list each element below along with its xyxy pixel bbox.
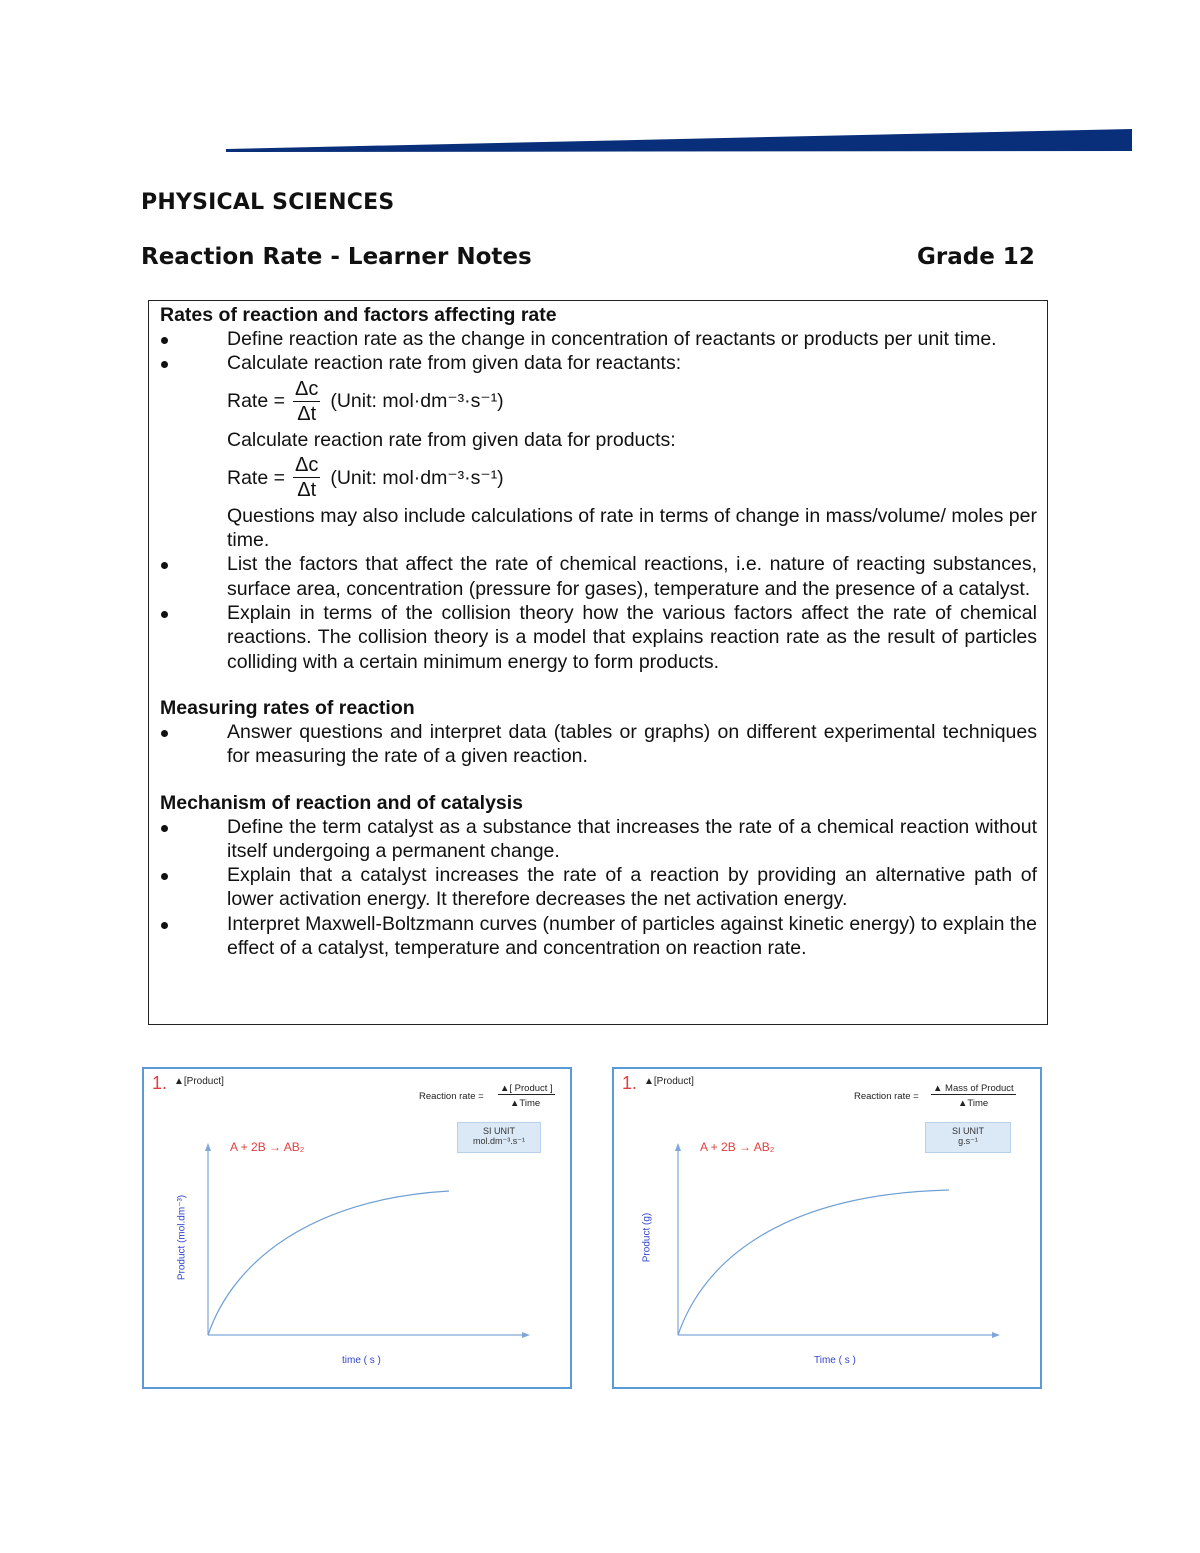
x-axis-label: Time ( s ) [814, 1355, 856, 1366]
document-title: Reaction Rate - Learner Notes [141, 244, 532, 270]
list-item: Define reaction rate as the change in concentration of reactants or products per unit time. [227, 328, 997, 350]
reaction-equation: A + 2B → AB₂ [230, 1140, 305, 1154]
rate-label: Reaction rate = [854, 1091, 919, 1102]
graph-concentration [142, 1067, 572, 1389]
subject-heading: PHYSICAL SCIENCES [141, 190, 395, 215]
graph-axis-title: ▲[Product] [644, 1076, 694, 1087]
y-axis-label: Product (mol.dm⁻³) [176, 1194, 188, 1281]
list-item: Calculate reaction rate from given data for reactants: Rate = $\frac{\Delta c}{\Delta t}$ (Unit: mol·dm⁻³·s⁻¹) Calculate reaction rate from given data for products: Rate = $\frac{\Delta c}{\Delta t}$ (Unit: mol·dm⁻³·s⁻¹) Questions may also include calculations of rate in terms of change in mass/volume/ moles per time. [227, 352, 1037, 552]
section-title: Rates of reaction and factors affecting rate [160, 304, 557, 326]
list-item: List the factors that affect the rate of chemical reactions, i.e. nature of reacting substances, surface area, concentration (pressure for gases), temperature and the presence of a catalyst. [227, 553, 1037, 600]
y-axis-label: Product (g) [641, 1212, 653, 1263]
fraction: $\frac{\Delta c}{\Delta t}$ [295, 378, 319, 426]
header-accent-bar [0, 0, 1200, 160]
rate-fraction-denominator: ▲Time [510, 1098, 541, 1109]
rate-label: Reaction rate = [419, 1091, 484, 1102]
list-item: Define the term catalyst as a substance that increases the rate of a chemical reaction without itself undergoing a permanent change. [227, 815, 1037, 862]
graph-axes [614, 1069, 1044, 1391]
graph-number: 1. [152, 1073, 168, 1093]
rate-curve [678, 1190, 949, 1335]
rate-fraction-numerator: ▲ Mass of Product [933, 1083, 1014, 1094]
grade-label: Grade 12 [917, 244, 1035, 270]
rate-curve [208, 1191, 449, 1335]
rate-formula-reactants: Rate = $\frac{\Delta c}{\Delta t}$ (Unit: mol·dm⁻³·s⁻¹) [227, 378, 504, 426]
rate-fraction-numerator: ▲[ Product ] [500, 1083, 553, 1094]
learning-outcomes-box [148, 300, 1048, 1025]
list-item: Interpret Maxwell-Boltzmann curves (number of particles against kinetic energy) to explain the effect of a catalyst, temperature and concentration on reaction rate. [227, 912, 1037, 960]
list-item: Explain that a catalyst increases the rate of a reaction by providing an alternative path of lower activation energy. It therefore decreases the net activation energy. [227, 864, 1037, 911]
graph-axes [144, 1069, 574, 1391]
rate-formula-products: Rate = $\frac{\Delta c}{\Delta t}$ (Unit: mol·dm⁻³·s⁻¹) [227, 454, 504, 502]
si-unit-box: SI UNIT g.s⁻¹ [925, 1122, 1011, 1153]
section-title: Measuring rates of reaction [160, 696, 415, 719]
graph-mass [612, 1067, 1042, 1389]
section-title: Mechanism of reaction and of catalysis [160, 791, 524, 814]
si-unit-box: SI UNIT mol.dm⁻³.s⁻¹ [457, 1122, 541, 1153]
graph-number: 1. [622, 1073, 638, 1093]
x-axis-label: time ( s ) [342, 1355, 381, 1366]
list-item: Answer questions and interpret data (tables or graphs) on different experimental techniques for measuring the rate of a given reaction. [227, 720, 1037, 768]
list-item: Explain in terms of the collision theory how the various factors affect the rate of chemical reactions. The collision theory is a model that explains reaction rate as the result of particles colliding with a certain minimum energy to form products. [227, 602, 1037, 673]
graph-axis-title: ▲[Product] [174, 1076, 224, 1087]
rate-fraction-denominator: ▲Time [958, 1098, 989, 1109]
fraction: $\frac{\Delta c}{\Delta t}$ [295, 454, 319, 502]
reaction-equation: A + 2B → AB₂ [700, 1140, 775, 1154]
